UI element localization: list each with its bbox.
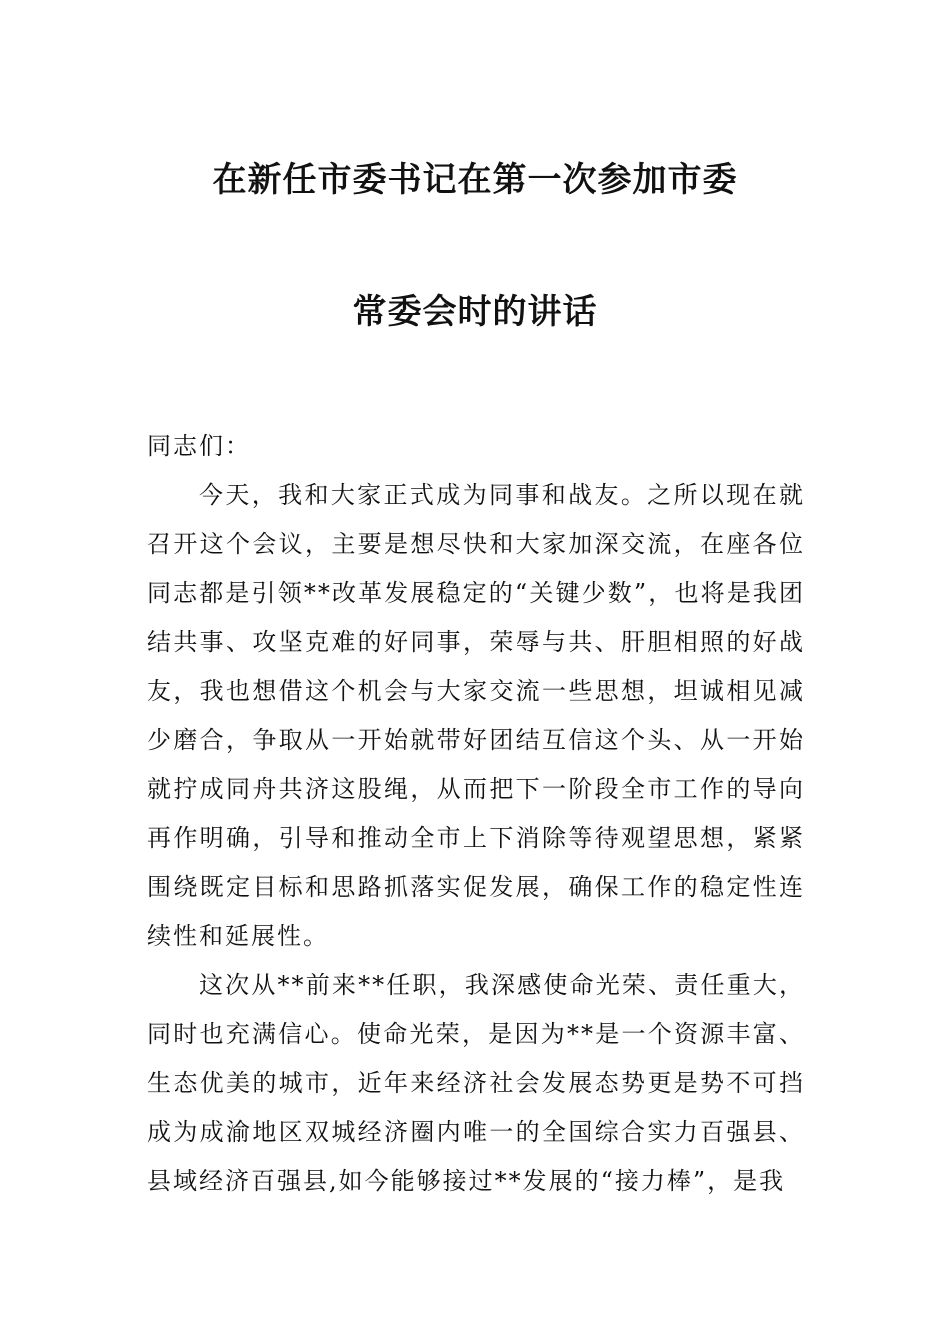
document-title-line-2: 常委会时的讲话 (352, 292, 598, 332)
document-title-line-1: 在新任市委书记在第一次参加市委 (212, 160, 738, 200)
document-body (147, 422, 805, 1206)
paragraph-1: 今天，我和大家正式成为同事和战友。之所以现在就召开这个会议，主要是想尽快和大家加深交流，在座各位同志都是引领**改革发展稳定的“关键少数”，也将是我团结共事、攻坚克难的好同事，荣辱与共、肝胆相照的好战友，我也想借这个机会与大家交流一些思想，坦诚相见减少磨合，争取从一开始就带好团结互信这个头、从一开始就拧成同舟共济这股绳，从而把下一阶段全市工作的导向再作明确，引导和推动全市上下消除等待观望思想，紧紧围绕既定目标和思路抓落实促发展，确保工作的稳定性连续性和延展性。 (147, 481, 805, 950)
greeting: 同志们： (147, 432, 251, 460)
paragraph-2: 这次从**前来**任职，我深感使命光荣、责任重大，同时也充满信心。使命光荣，是因为**是一个资源丰富、生态优美的城市，近年来经济社会发展态势更是势不可挡成为成渝地区双城经济圈内唯一的全国综合实力百强县、县域经济百强县,如今能够接过**发展的“接力棒”，是我 (147, 971, 805, 1195)
